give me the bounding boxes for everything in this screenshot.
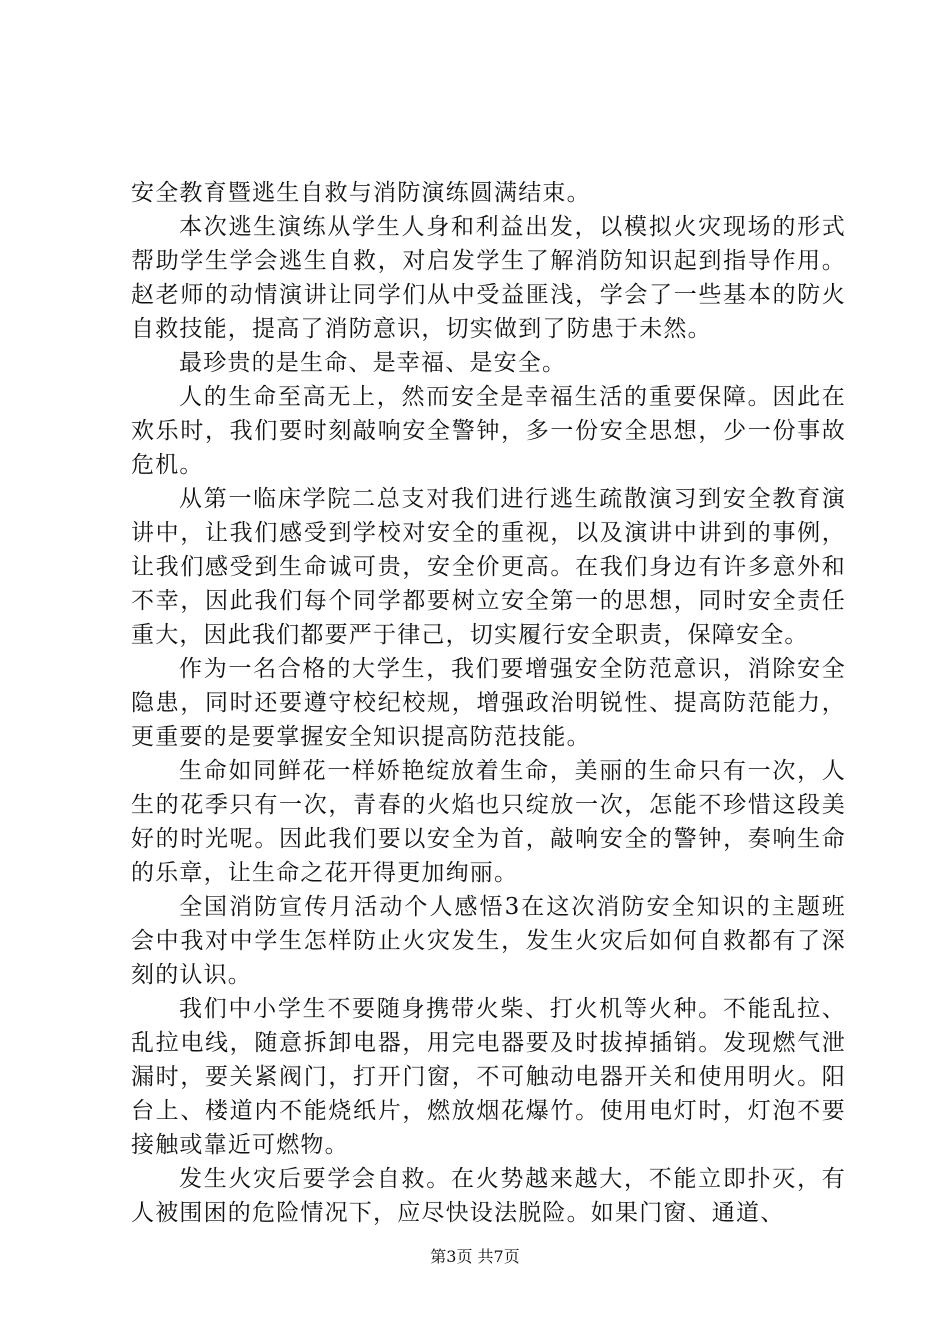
paragraph-4: 人的生命至高无上，然而安全是幸福生活的重要保障。因此在欢乐时，我们要时刻敲响安全警钟，多一份安全思想，少一份事故危机。 [131, 384, 846, 478]
paragraph-3: 最珍贵的是生命、是幸福、是安全。 [179, 350, 567, 376]
paragraph-10: 发生火灾后要学会自救。在火势越来越大，不能立即扑灭，有人被围困的危险情况下，应尽快设法脱险。如果门窗、通道、 [131, 1166, 846, 1226]
page-footer: 第3页 共7页 [430, 1247, 520, 1266]
paragraph-5: 从第一临床学院二总支对我们进行逃生疏散演习到安全教育演讲中，让我们感受到学校对安全的重视，以及演讲中讲到的事例，让我们感受到生命诚可贵，安全价更高。在我们身边有许多意外和不幸，因此我们每个同学都要树立安全第一的思想，同时安全责任重大，因此我们都要严于律己，切实履行安全职责，保障安全。 [131, 486, 846, 648]
paragraph-1: 安全教育暨逃生自救与消防演练圆满结束。 [131, 180, 591, 206]
paragraph-6: 作为一名合格的大学生，我们要增强安全防范意识，消除安全隐患，同时还要遵守校纪校规，增强政治明锐性、提高防范能力，更重要的是要掌握安全知识提高防范技能。 [131, 656, 846, 750]
paragraph-7: 生命如同鲜花一样娇艳绽放着生命，美丽的生命只有一次，人生的花季只有一次，青春的火焰也只绽放一次，怎能不珍惜这段美好的时光呢。因此我们要以安全为首，敲响安全的警钟，奏响生命的乐章，让生命之花开得更加绚丽。 [131, 758, 846, 886]
paragraph-9: 我们中小学生不要随身携带火柴、打火机等火种。不能乱拉、乱拉电线，随意拆卸电器，用完电器要及时拔掉插销。发现燃气泄漏时，要关紧阀门，打开门窗，不可触动电器开关和使用明火。阳台上、楼道内不能烧纸片，燃放烟花爆竹。使用电灯时，灯泡不要接触或靠近可燃物。 [131, 996, 846, 1158]
paragraph-2: 本次逃生演练从学生人身和利益出发，以模拟火灾现场的形式帮助学生学会逃生自救，对启发学生了解消防知识起到指导作用。赵老师的动情演讲让同学们从中受益匪浅，学会了一些基本的防火自救技能，提高了消防意识，切实做到了防患于未然。 [131, 214, 846, 342]
paragraph-8: 全国消防宣传月活动个人感悟3在这次消防安全知识的主题班会中我对中学生怎样防止火灾发生，发生火灾后如何自救都有了深刻的认识。 [131, 894, 846, 988]
document-body [131, 176, 846, 1230]
